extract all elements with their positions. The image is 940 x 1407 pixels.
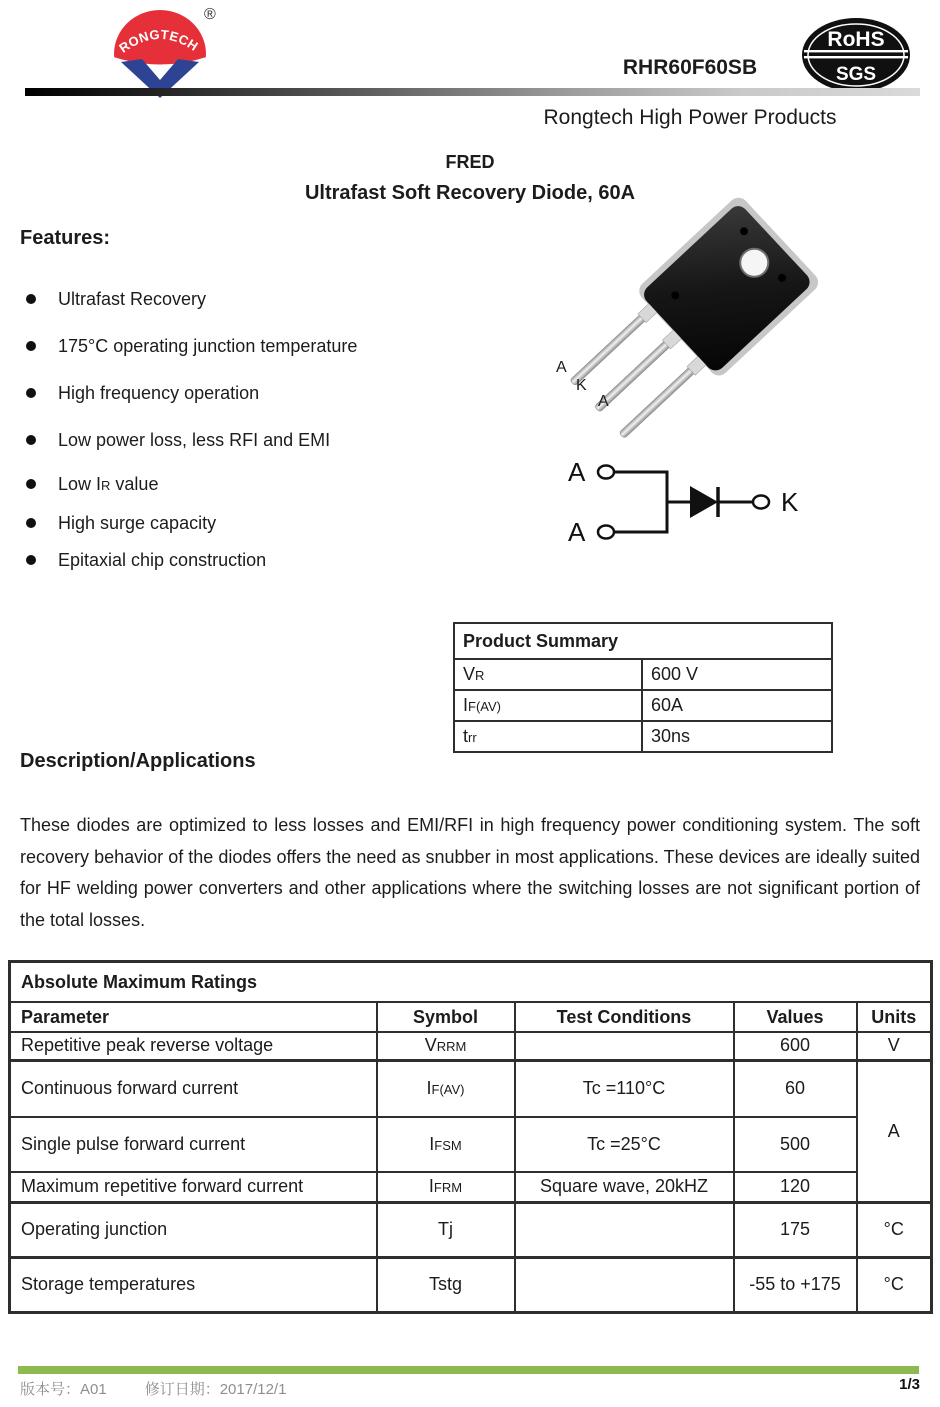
table-row <box>10 1060 932 1117</box>
logo-brand-text: RONGTECH <box>116 26 202 56</box>
diode-package-image <box>540 180 850 480</box>
pin-label-anode: A <box>598 393 609 410</box>
column-header: Values <box>734 1002 857 1032</box>
rohs-sgs-badge-icon <box>800 16 912 94</box>
symbol-cell: trr <box>454 721 642 752</box>
header-row <box>10 1002 932 1032</box>
header-divider-bar <box>25 88 920 96</box>
condition-cell <box>515 1202 734 1257</box>
footer-version: 版本号：A01 <box>20 1381 107 1398</box>
schematic-label-cathode: K <box>781 487 799 517</box>
value-cell: -55 to +175 <box>734 1257 857 1312</box>
unit-cell: °C <box>857 1202 932 1257</box>
feature-item: 175°C operating junction temperature <box>20 335 540 357</box>
ratings-title: Absolute Maximum Ratings <box>10 962 932 1003</box>
symbol-cell: Tstg <box>377 1257 515 1312</box>
features-list <box>20 288 540 586</box>
footer-date: 修订日期：2017/12/1 <box>144 1381 287 1398</box>
parameter-cell: Maximum repetitive forward current <box>10 1172 377 1202</box>
schematic-label-anode-top: A <box>568 457 586 487</box>
condition-cell <box>515 1257 734 1312</box>
company-tagline: Rongtech High Power Products <box>543 106 837 129</box>
badge-sgs-text: SGS <box>835 64 877 85</box>
parameter-cell: Continuous forward current <box>10 1060 377 1117</box>
unit-cell: V <box>857 1032 932 1060</box>
feature-item: Epitaxial chip construction <box>20 549 540 571</box>
feature-item: Low power loss, less RFI and EMI <box>20 429 540 451</box>
unit-cell-merged: A <box>857 1060 932 1202</box>
product-category-title: FRED <box>445 152 495 172</box>
description-heading: Description/Applications <box>20 750 256 772</box>
condition-cell: Square wave, 20kHZ <box>515 1172 734 1202</box>
symbol-cell: VR <box>454 659 642 690</box>
parameter-cell: Single pulse forward current <box>10 1117 377 1172</box>
parameter-cell: Storage temperatures <box>10 1257 377 1312</box>
rongtech-logo-icon <box>112 8 208 100</box>
table-row <box>10 1202 932 1257</box>
symbol-cell: Tj <box>377 1202 515 1257</box>
symbol-cell: IFRM <box>377 1172 515 1202</box>
product-title: Ultrafast Soft Recovery Diode, 60A <box>304 182 636 204</box>
condition-cell <box>515 1032 734 1060</box>
table-row <box>10 1032 932 1060</box>
value-cell: 60 <box>734 1060 857 1117</box>
column-header: Units <box>857 1002 932 1032</box>
feature-item: High frequency operation <box>20 382 540 404</box>
condition-cell: Tc =110°C <box>515 1060 734 1117</box>
footer-revision-info <box>20 1378 620 1399</box>
value-cell: 30ns <box>642 721 832 752</box>
pin-label-anode: A <box>556 359 567 376</box>
features-heading: Features: <box>20 227 111 249</box>
symbol-cell: IFSM <box>377 1117 515 1172</box>
badge-rohs-text: RoHS <box>827 28 885 51</box>
parameter-cell: Operating junction <box>10 1202 377 1257</box>
symbol-cell: VRRM <box>377 1032 515 1060</box>
value-cell: 600 <box>734 1032 857 1060</box>
value-cell: 500 <box>734 1117 857 1172</box>
absolute-maximum-ratings-table <box>8 960 930 1314</box>
diode-triangle <box>690 486 718 518</box>
value-cell: 600 V <box>642 659 832 690</box>
page-number: 1/3 <box>899 1376 920 1393</box>
value-cell: 175 <box>734 1202 857 1257</box>
table-row <box>10 1257 932 1312</box>
footer-divider-bar <box>18 1366 919 1374</box>
symbol-cell: IF(AV) <box>377 1060 515 1117</box>
column-header: Test Conditions <box>515 1002 734 1032</box>
pin-label-cathode: K <box>576 377 587 394</box>
unit-cell: °C <box>857 1257 932 1312</box>
feature-item: Low IR value <box>20 473 540 497</box>
part-number: RHR60F60SB <box>622 56 758 79</box>
table-row <box>454 690 832 721</box>
table-row <box>10 1172 932 1202</box>
schematic-label-anode-bottom: A <box>568 517 586 547</box>
parameter-cell: Repetitive peak reverse voltage <box>10 1032 377 1060</box>
product-summary-title: Product Summary <box>454 623 832 659</box>
product-summary-table <box>453 622 831 753</box>
value-cell: 60A <box>642 690 832 721</box>
registered-trademark-icon: ® <box>204 6 216 23</box>
description-body: These diodes are optimized to less losses and EMI/RFI in high frequency power conditioning system. The soft recovery behavior of the diodes offers the need as snubber in most applications. These devices are ideally suited for HF welding power converters and other applications where the switching losses are not significant portion of the total losses. <box>20 815 920 930</box>
table-row <box>10 1117 932 1172</box>
symbol-cell: IF(AV) <box>454 690 642 721</box>
column-header: Parameter <box>10 1002 377 1032</box>
feature-item: Ultrafast Recovery <box>20 288 540 310</box>
feature-item: High surge capacity <box>20 512 540 534</box>
diode-schematic <box>550 448 820 558</box>
column-header: Symbol <box>377 1002 515 1032</box>
condition-cell: Tc =25°C <box>515 1117 734 1172</box>
value-cell: 120 <box>734 1172 857 1202</box>
table-row <box>454 721 832 752</box>
table-row <box>454 659 832 690</box>
